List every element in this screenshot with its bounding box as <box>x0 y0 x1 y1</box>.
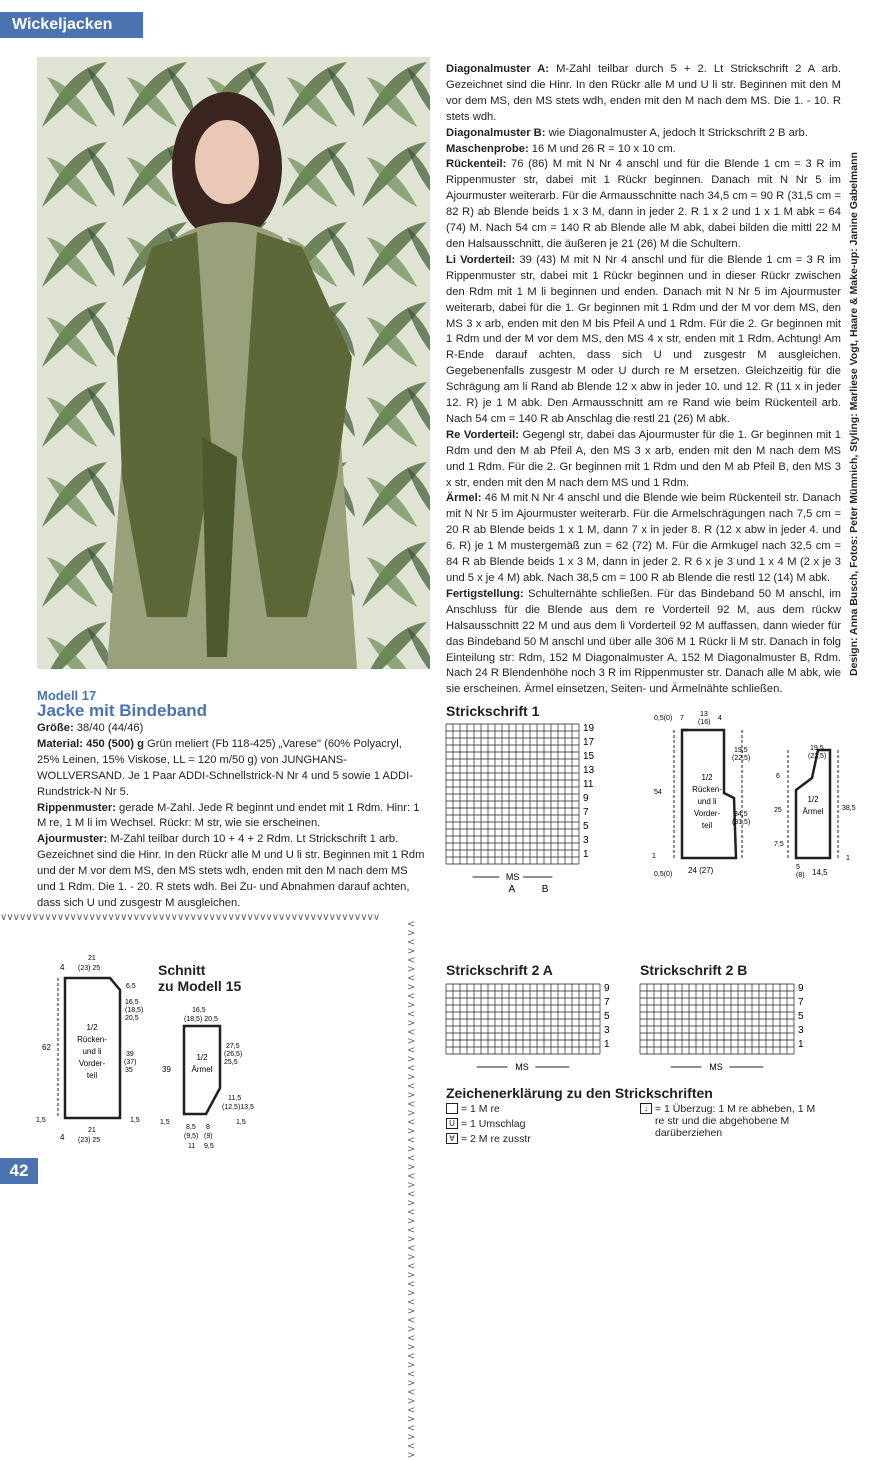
row-number: 5 <box>604 1011 610 1022</box>
model-photo <box>37 57 430 669</box>
dim-label: 38,5 <box>842 805 856 812</box>
chart1-grid <box>446 723 656 895</box>
piece-label: Rücken- <box>77 1035 107 1044</box>
instruction-para: Li Vorderteil: 39 (43) M mit N Nr 4 anschl und für die Blende 1 cm = 3 R im Rippenmuster str, dabei mit 1 Rückr beginnen und in dieser Rückr zwischen den Rdm mit 1 M li beginnen und enden. Danach mit N Nr 5 im Ajourmuster weiterarb, dabei für die 1. Gr beginnen mit 1 Rdm und der M vor dem MS, den MS 3 x arb, enden mit den M bis Pfeil A und 1 Rdm. Für die 2. Gr beginnen mit 1 Rdm und der M vor dem MS, den MS 4 x str, enden mit 1 Rdm. Achtung! Am R-Ende darauf achten, dass sich U und zusgestr M ausgleichen. Gegebenenfalls zusgestr M oder U durch re M ersetzen. Gleichzeitig für die Schrägung am li Rand ab Blende 12 x abw in jeder 10. und 12. R (11 x in jeder 12. R) je 1 M abk. Den Armausschnitt am re Rand wie beim Rückenteil arb. Nach 54 cm = 140 R ab Anschlag die restl 21 (26) M abk. <box>446 253 842 425</box>
piece-label: und li <box>82 1047 102 1056</box>
dim-label: (18,5) <box>125 1007 144 1014</box>
row-number: 1 <box>798 1039 804 1050</box>
row-number: 19 <box>583 723 595 734</box>
dim-label: 20,5 <box>125 1015 139 1022</box>
dim-label: 54 <box>654 789 662 796</box>
chart2b-title: Strickschrift 2 B <box>640 962 748 978</box>
dim-label: 39 <box>162 1065 171 1074</box>
legend-item: ↓ = 1 Überzug: 1 M re abheben, 1 M re str und die abgehobene M darüberziehen <box>640 1103 820 1139</box>
k2tog-icon: ∀ <box>446 1133 458 1144</box>
dim-label: (16) <box>698 719 711 726</box>
dim-label: 1,5 <box>160 1119 170 1126</box>
dim-label: 25,5 <box>224 1059 238 1066</box>
row-number: 3 <box>583 835 589 846</box>
row-number: 11 <box>583 779 594 790</box>
wavy-divider-vertical: <><><><><><><><><><><><><><><><><><><><><><><><><><><><><><> <box>407 919 416 1461</box>
model-description <box>37 721 427 912</box>
section-tab: Wickeljacken <box>0 12 143 38</box>
dim-label: 1,5 <box>236 1119 246 1126</box>
legend-item: = 1 M re <box>446 1103 626 1115</box>
row-number: 7 <box>604 997 610 1008</box>
dim-label: 21 <box>88 1127 96 1134</box>
dim-label: (8) <box>796 872 805 879</box>
dim-label: 13 <box>700 711 708 718</box>
dim-label: 6,5 <box>126 983 136 990</box>
dim-label: (23) 25 <box>78 965 101 972</box>
dim-label: 39 <box>126 1051 134 1058</box>
row-number: 9 <box>604 983 610 994</box>
schnitt15-body <box>30 950 150 1156</box>
dim-label: 4 <box>60 1133 65 1142</box>
arrow-label: B <box>541 884 549 895</box>
dim-label: 0,5(0) <box>654 871 673 878</box>
dim-label: 25 <box>774 807 782 814</box>
row-number: 15 <box>583 751 595 762</box>
legend-item: ∀ = 2 M re zusstr <box>446 1133 626 1145</box>
dim-label: 9,5 <box>204 1143 214 1150</box>
dim-label: (22,5) <box>732 755 751 762</box>
dim-label: (26,5) <box>224 1051 243 1058</box>
row-number: 17 <box>583 737 595 748</box>
dim-label: 19,5 <box>810 745 824 752</box>
knit-stitch-icon <box>446 1103 458 1114</box>
dim-label: 4 <box>718 715 722 722</box>
schnitt15-sleeve <box>158 1002 268 1154</box>
dim-label: 16,5 <box>125 999 139 1006</box>
row-number: 5 <box>798 1011 804 1022</box>
model-para: Material: 450 (500) g Grün meliert (Fb 118-425) „Varese" (60% Polyacryl, 25% Leinen, 15% Viskose, LL = 120 m/50 g) von JUNGHANS-WOLLVERSAND. Je 1 Paar ADDI-Schnellstrick-N Nr 4 und 5 sowie 1 ADDI-Rundstrick-N Nr 5. <box>37 737 413 798</box>
dim-label: 1 <box>846 855 850 862</box>
model-number: Modell 17 <box>37 688 97 703</box>
row-number: 3 <box>604 1025 610 1036</box>
row-number: 7 <box>583 807 589 818</box>
chart1-title: Strickschrift 1 <box>446 703 540 719</box>
dim-label: 1,5 <box>130 1117 140 1124</box>
row-number: 13 <box>583 765 595 776</box>
dim-label: 11 <box>188 1143 196 1150</box>
dim-label: (18,5) 20,5 <box>184 1016 218 1023</box>
arrow-label: A <box>508 884 516 895</box>
piece-label: Ärmel <box>191 1065 213 1074</box>
row-number: 9 <box>798 983 804 994</box>
legend-item: U = 1 Umschlag <box>446 1118 626 1130</box>
dim-label: 16,5 <box>192 1007 206 1014</box>
wavy-divider: ∨∨∨∨∨∨∨∨∨∨∨∨∨∨∨∨∨∨∨∨∨∨∨∨∨∨∨∨∨∨∨∨∨∨∨∨∨∨∨∨∨∨∨∨∨∨∨∨∨∨∨∨∨∨∨∨∨∨∨∨ <box>0 912 380 923</box>
pattern-repeat-label: MS <box>505 872 520 882</box>
yarn-over-icon: U <box>446 1118 458 1129</box>
piece-label: 1/2 <box>196 1053 208 1062</box>
dim-label: (31,5) <box>732 819 751 826</box>
dim-label: 35 <box>125 1067 133 1074</box>
dim-label: 24 (27) <box>688 866 714 875</box>
dim-label: (37) <box>124 1059 137 1066</box>
dim-label: 11,5 <box>228 1095 242 1102</box>
legend-title: Zeichenerklärung zu den Strickschriften <box>446 1085 713 1101</box>
instruction-para: Fertigstellung: Schulternähte schließen. Für das Bindeband 50 M anschl, im Anschluss für die Blende aus dem re Vorderteil 92 M, aus dem rückw Halsausschnitt 22 M und aus dem li Vorderteil 92 M auffassen, dann wieder für das Bindeband 50 M anschl und über alle 306 M 1 Rückr li M str. Danach in folg Einteilung str: Rdm, 152 M Diagonalmuster A, 152 M Diagonalmuster B, Rdm. Nach 24 R Blendenhöhe noch 3 R im Rippenmuster str. Danach alle M abk, wie sie erscheinen. Ärmel einsetzen, Seiten- und Ärmelnähte schließen. <box>446 587 841 696</box>
pattern-repeat-label: MS <box>515 1062 529 1072</box>
schnitt-title: Schnitt <box>158 962 206 978</box>
piece-label: Vorder- <box>693 809 721 818</box>
dim-label: 8,5 <box>186 1124 196 1131</box>
dim-label: 5 <box>796 864 800 871</box>
model-para: Größe: 38/40 (44/46) <box>37 722 144 734</box>
piece-label: Ärmel <box>802 807 824 816</box>
dim-label: (22,5) <box>808 753 827 760</box>
dim-label: 1,5 <box>36 1117 46 1124</box>
photo-illustration <box>37 57 430 669</box>
row-number: 3 <box>798 1025 804 1036</box>
ssk-icon: ↓ <box>640 1103 652 1114</box>
instruction-para: Re Vorderteil: Gegengl str, dabei das Ajourmuster für die 1. Gr beginnen mit 1 Rdm und den M ab Pfeil A, den MS 3 x arb, enden mit den M nach dem MS und 1 Rdm. Für die 2. Gr beginnen mit 1 Rdm und den M ab Pfeil B, den MS 3 x str, enden mit den M nach dem MS und 1 Rdm. <box>446 428 841 489</box>
dim-label: 6 <box>776 773 780 780</box>
model-para: Ajourmuster: M-Zahl teilbar durch 10 + 4 + 2 Rdm. Lt Strickschrift 1 arb. Gezeichnet sind die Hinr. In den Rückr alle M und U li str. Beginnen mit 1 Rdm und der M vor dem MS, den MS stets wdh, enden mit den M nach dem MS und 1 Rdm. Die 1. - 20. R stets wdh. Bei Zu- und Abnahmen darauf achten, dass sich U und zusgestr M ausgleichen. <box>37 833 425 909</box>
dim-label: 8 <box>206 1124 210 1131</box>
chart2b-grid <box>640 984 820 1070</box>
dim-label: 7,5 <box>774 841 784 848</box>
dim-label: 4 <box>60 963 65 972</box>
model-title: Jacke mit Bindeband <box>37 701 208 720</box>
dim-label: 14,5 <box>812 868 828 877</box>
piece-label: teil <box>701 821 713 830</box>
dim-label: 21 <box>88 955 96 962</box>
dim-label: (9,5) <box>184 1133 199 1140</box>
instruction-para: Maschenprobe: 16 M und 26 R = 10 x 10 cm. <box>446 142 676 155</box>
instruction-para: Diagonalmuster A: M-Zahl teilbar durch 5 + 2. Lt Strickschrift 2 A arb. Gezeichnet sind die Hinr. In den Rückr alle M und U li str. Beginnen mit den M vor dem MS, den MS stets wdh, enden mit den M nach dem MS. Die 1. - 10. R stets wdh. <box>446 63 842 123</box>
dim-label: 27,5 <box>226 1043 240 1050</box>
dim-label: (12,5)13,5 <box>222 1104 254 1111</box>
dim-label: 7 <box>680 715 684 722</box>
model-para: Rippenmuster: gerade M-Zahl. Jede R beginnt und endet mit 1 Rdm. Hinr: 1 M re, 1 M li im Wechsel. Rückr: M str, wie sie erscheinen. <box>37 801 420 830</box>
piece-label: teil <box>86 1071 98 1080</box>
instructions-text <box>446 62 841 698</box>
row-number: 5 <box>583 821 589 832</box>
row-number: 1 <box>583 849 589 860</box>
dim-label: (9) <box>204 1133 213 1140</box>
piece-label: und li <box>697 797 717 806</box>
dim-label: 19,5 <box>734 747 748 754</box>
piece-label: Vorder- <box>78 1059 106 1068</box>
chart2a-title: Strickschrift 2 A <box>446 962 553 978</box>
legend <box>446 1085 846 1101</box>
dim-label: 62 <box>42 1043 51 1052</box>
schematic-body <box>652 708 762 878</box>
row-number: 9 <box>583 793 589 804</box>
dim-label: 34,5 <box>734 811 748 818</box>
piece-label: 1/2 <box>701 773 713 782</box>
instruction-para: Diagonalmuster B: wie Diagonalmuster A, jedoch lt Strickschrift 2 B arb. <box>446 126 808 139</box>
schnitt-subtitle: zu Modell 15 <box>158 978 242 994</box>
row-number: 7 <box>798 997 804 1008</box>
piece-label: 1/2 <box>807 795 819 804</box>
dim-label: (23) 25 <box>78 1137 101 1144</box>
pattern-repeat-label: MS <box>709 1062 723 1072</box>
photo-credits: Design: Anna Busch, Fotos: Peter Mümnich, Styling: Marliese Vogt, Haare & Make-up: Janine Gabelmann <box>848 152 860 676</box>
page-number: 42 <box>0 1158 38 1184</box>
instruction-para: Ärmel: 46 M mit N Nr 4 anschl und die Blende wie beim Rückenteil str. Danach mit N Nr 5 im Ajourmuster weiterarb. Für die Armelschrägungen nach 7,5 cm = 20 R ab Blende beids 1 x 1 M, dann 7 x in jeder 8. R (12 x abw in jeder 4. und 6. R) je 1 M mustergemäß zun = 62 (72) M. Für die Armkugel nach 32,5 cm = 84 R ab Blende beids 1 x 3 M, dann in jeder 2. R 6 x je 3 und 1 x 4 M (2 x je 3 und 5 x je 4 M) abk. Nach 38,5 cm = 100 R ab Blende die restl 12 (14) M abk. <box>446 492 841 584</box>
instruction-para: Rückenteil: 76 (86) M mit N Nr 4 anschl und für die Blende 1 cm = 3 R im Rippenmuster str, dabei mit 1 Rückr beginnen. Danach mit N Nr 5 im Ajourmuster weiterarb. Für die Armausschnitte nach 34,5 cm = 90 R (31,5 cm = 82 R) ab Blende beids 1 x 3 M, dann in jeder 2. R 1 x 2 und 1 x 1 M abk = 64 (74) M. Nach 54 cm = 140 R ab Blende alle M abk, dabei bilden die mittl 22 M den Halsausschnitt, die äußeren je 21 (26) M die Schultern. <box>446 158 841 250</box>
schematic-sleeve <box>768 740 864 880</box>
chart2a-grid <box>446 984 626 1070</box>
dim-label: 1 <box>652 853 656 860</box>
dim-label: 0,5(0) <box>654 715 673 722</box>
piece-label: Rücken- <box>692 785 722 794</box>
piece-label: 1/2 <box>86 1023 98 1032</box>
row-number: 1 <box>604 1039 610 1050</box>
